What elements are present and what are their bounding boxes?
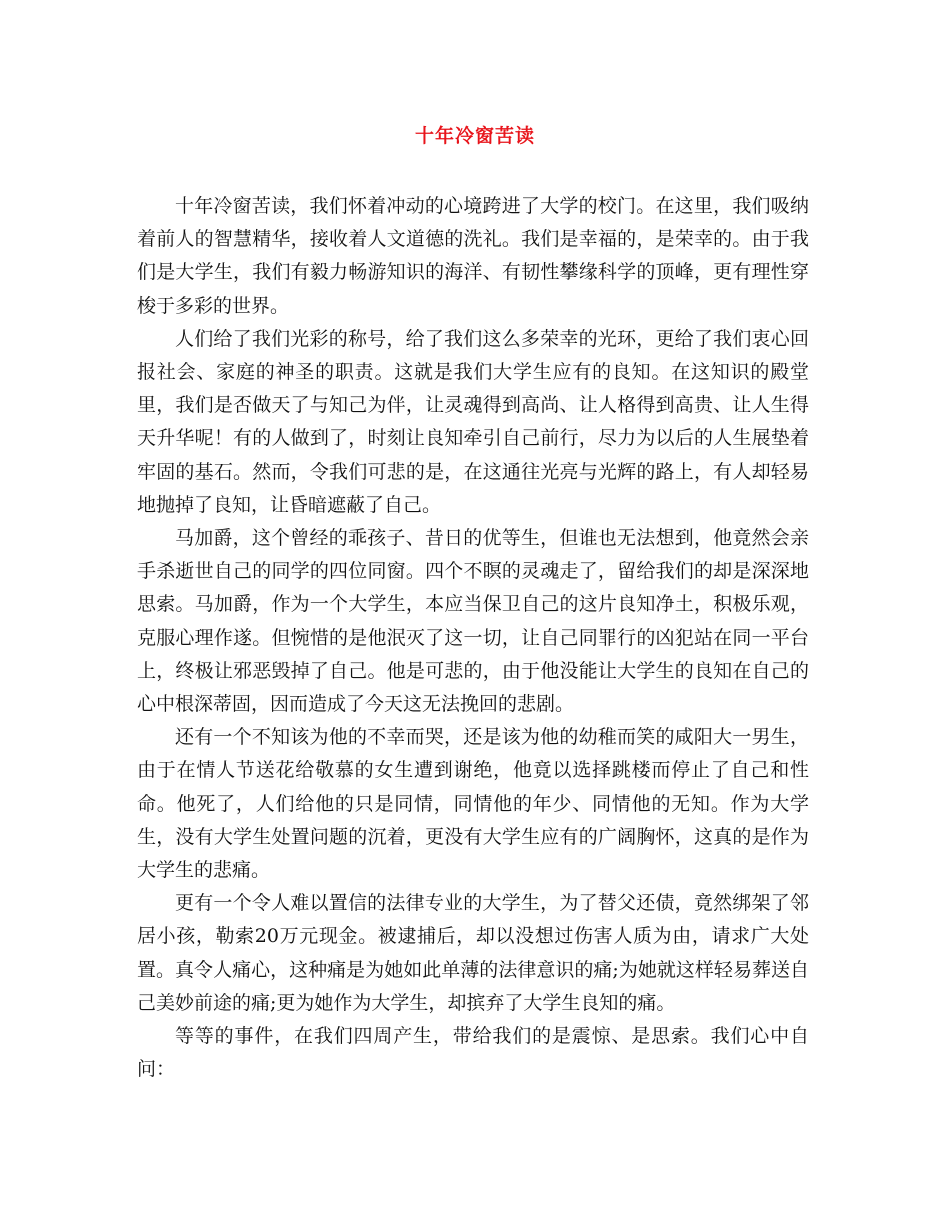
document-title: 十年冷窗苦读 [414,125,535,147]
paragraph: 人们给了我们光彩的称号，给了我们这么多荣幸的光环，更给了我们衷心回报社会、家庭的神圣的职责。这就是我们大学生应有的良知。在这知识的殿堂里，我们是否做天了与知己为伴，让灵魂得到高尚、让人格得到高贵、让人生得天升华呢！有的人做到了，时刻让良知牵引自己前行，尽力为以后的人生展垫着牢固的基石。然而，令我们可悲的是，在这通往光亮与光辉的路上，有人却轻易地抛掉了良知，让昏暗遮蔽了自己。 [137,327,809,516]
paragraph: 等等的事件，在我们四周产生，带给我们的是震惊、是思索。我们心中自问： [137,1025,809,1081]
paragraph: 马加爵，这个曾经的乖孩子、昔日的优等生，但谁也无法想到，他竟然会亲手杀逝世自己的同学的四位同窗。四个不瞑的灵魂走了，留给我们的却是深深地思索。马加爵，作为一个大学生，本应当保卫自己的这片良知净土，积极乐观，克服心理作遂。但惋惜的是他泯灭了这一切，让自己同罪行的凶犯站在同一平台上，终极让邪恶毁掉了自己。他是可悲的，由于他没能让大学生的良知在自己的心中根深蒂固，因而造成了今天这无法挽回的悲剧。 [137,527,809,716]
paragraph: 还有一个不知该为他的不幸而哭，还是该为他的幼稚而笑的咸阳大一男生，由于在情人节送花给敬慕的女生遭到谢绝，他竟以选择跳楼而停止了自己和性命。他死了，人们给他的只是同情，同情他的年少、同情他的无知。作为大学生，没有大学生处置问题的沉着，更没有大学生应有的广阔胸怀，这真的是作为大学生的悲痛。 [137,726,809,882]
paragraph: 更有一个令人难以置信的法律专业的大学生，为了替父还债，竟然绑架了邻居小孩，勒索20万元现金。被逮捕后，却以没想过伤害人质为由，请求广大处置。真令人痛心，这种痛是为她如此单薄的法律意识的痛;为她就这样轻易葬送自己美妙前途的痛;更为她作为大学生，却摈弃了大学生良知的痛。 [137,892,809,1014]
paragraph: 十年冷窗苦读，我们怀着冲动的心境跨进了大学的校门。在这里，我们吸纳着前人的智慧精华，接收着人文道德的洗礼。我们是幸福的，是荣幸的。由于我们是大学生，我们有毅力畅游知识的海洋、有韧性攀缘科学的顶峰，更有理性穿梭于多彩的世界。 [137,195,809,317]
document-body [137,190,809,1086]
